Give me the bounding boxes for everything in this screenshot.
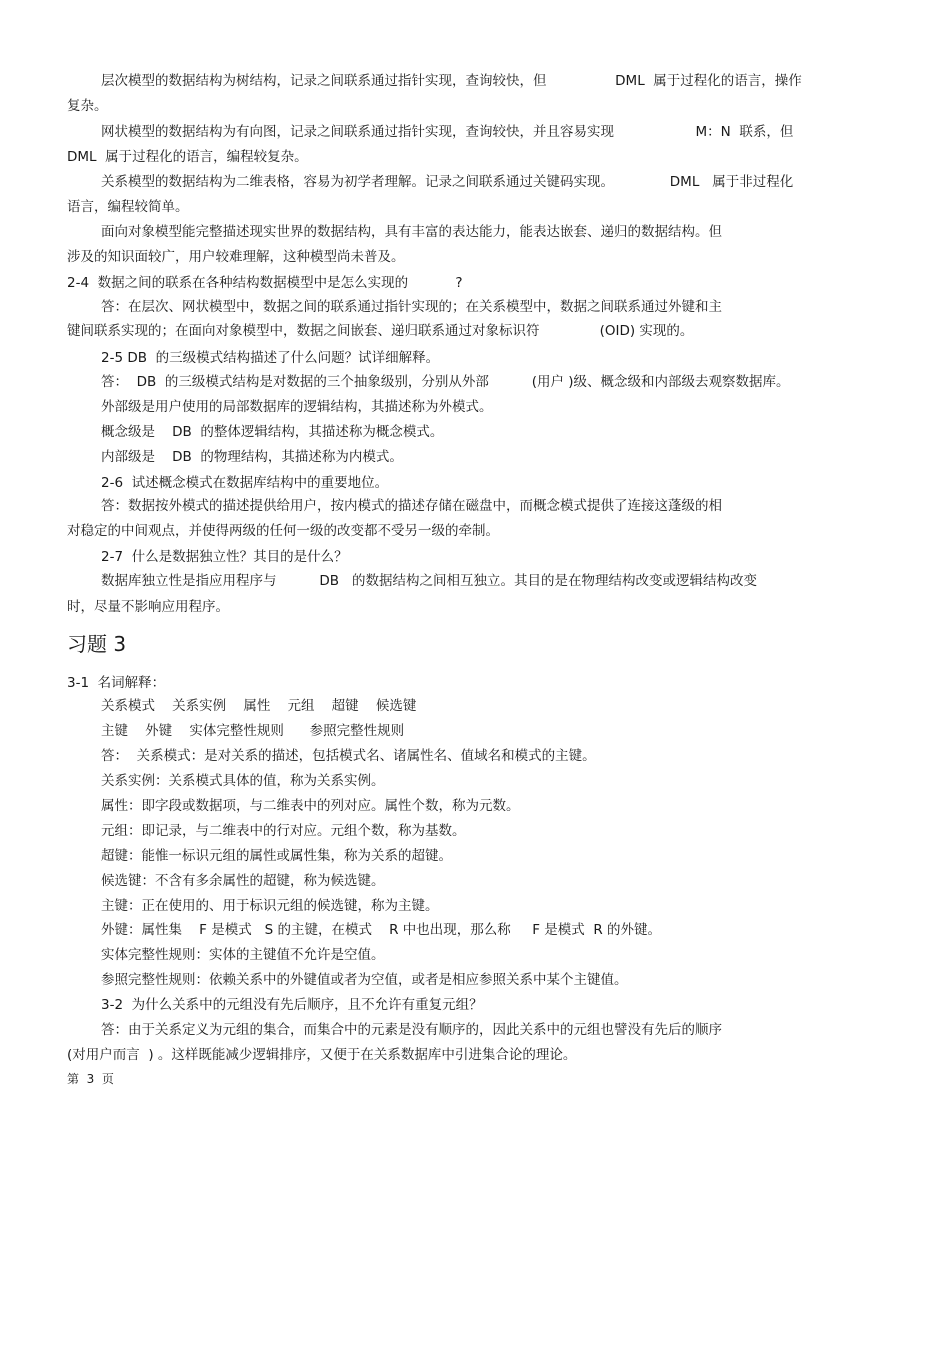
paragraph-line: 语言，编程较简单。 (67, 199, 189, 215)
question-3-2: 3-2 为什么关系中的元组没有先后顺序，且不允许有重复元组？ (101, 997, 483, 1013)
question-2-7: 2-7 什么是数据独立性？其目的是什么？ (101, 549, 348, 565)
paragraph-line: 属性：即字段或数据项，与二维表中的列对应。属性个数，称为元数。 (101, 798, 520, 814)
paragraph-line: 涉及的知识面较广，用户较难理解，这种模型尚未普及。 (67, 249, 405, 265)
paragraph-line: 对稳定的中间观点，并使得两级的任何一级的改变都不受另一级的牵制。 (67, 523, 499, 539)
question-2-5: 2-5 DB 的三级模式结构描述了什么问题？试详细解释。 (101, 350, 440, 366)
paragraph-line: 主键 外键 实体完整性规则 参照完整性规则 (101, 723, 405, 739)
question-2-4: 2-4 数据之间的联系在各种结构数据模型中是怎么实现的 ? (67, 275, 463, 291)
paragraph-line: 元组：即记录，与二维表中的行对应。元组个数，称为基数。 (101, 823, 466, 839)
paragraph-line: 主键：正在使用的、用于标识元组的候选键，称为主键。 (101, 898, 439, 914)
paragraph-line: 概念级是 DB 的整体逻辑结构，其描述称为概念模式。 (101, 424, 444, 440)
paragraph-line: 外键：属性集 F 是模式 S 的主键，在模式 R 中也出现，那么称 F 是模式 R 的外键。 (101, 922, 662, 938)
paragraph-line: 复杂。 (67, 98, 108, 114)
paragraph-line: 参照完整性规则：依赖关系中的外键值或者为空值，或者是相应参照关系中某个主键值。 (101, 972, 628, 988)
page-number: 第 3 页 (67, 1072, 114, 1086)
paragraph-line: 答： 关系模式：是对关系的描述，包括模式名、诸属性名、值域名和模式的主键。 (101, 748, 596, 764)
paragraph-line: 面向对象模型能完整描述现实世界的数据结构，具有丰富的表达能力，能表达嵌套、递归的数据结构。但 (101, 224, 722, 240)
paragraph-line: 网状模型的数据结构为有向图，记录之间联系通过指针实现，查询较快，并且容易实现 M：N 联系，但 (101, 124, 794, 140)
paragraph-line: 实体完整性规则：实体的主键值不允许是空值。 (101, 947, 385, 963)
paragraph-line: 答：在层次、网状模型中，数据之间的联系通过指针实现的；在关系模型中，数据之间联系通过外键和主 (101, 299, 722, 315)
paragraph-line: 时，尽量不影响应用程序。 (67, 599, 229, 615)
paragraph-line: 答： DB 的三级模式结构是对数据的三个抽象级别，分别从外部 (用户 )级、概念级和内部级去观察数据库。 (101, 374, 790, 390)
paragraph-line: 关系实例：关系模式具体的值，称为关系实例。 (101, 773, 385, 789)
paragraph-line: 外部级是用户使用的局部数据库的逻辑结构，其描述称为外模式。 (101, 399, 493, 415)
section-heading: 习题 3 (67, 632, 127, 656)
paragraph-line: 键间联系实现的；在面向对象模型中，数据之间嵌套、递归联系通过对象标识符 (OID) 实现的。 (67, 323, 694, 339)
paragraph-line: 内部级是 DB 的物理结构，其描述称为内模式。 (101, 449, 403, 465)
paragraph-line: 层次模型的数据结构为树结构，记录之间联系通过指针实现，查询较快，但 DML 属于过程化的语言，操作 (101, 73, 802, 89)
paragraph-line: 数据库独立性是指应用程序与 DB 的数据结构之间相互独立。其目的是在物理结构改变或逻辑结构改变 (101, 573, 757, 589)
paragraph-line: 答：由于关系定义为元组的集合，而集合中的元素是没有顺序的，因此关系中的元组也譬没有先后的顺序 (101, 1022, 722, 1038)
question-2-6: 2-6 试述概念模式在数据库结构中的重要地位。 (101, 475, 389, 491)
paragraph-line: 候选键：不含有多余属性的超键，称为候选键。 (101, 873, 385, 889)
paragraph-line: 关系模型的数据结构为二维表格，容易为初学者理解。记录之间联系通过关键码实现。 DML 属于非过程化 (101, 174, 794, 190)
paragraph-line: 关系模式 关系实例 属性 元组 超键 候选键 (101, 698, 417, 714)
paragraph-line: 答：数据按外模式的描述提供给用户，按内模式的描述存储在磁盘中，而概念模式提供了连接这蓬级的相 (101, 498, 722, 514)
paragraph-line: DML 属于过程化的语言，编程较复杂。 (67, 149, 308, 165)
paragraph-line: 超键：能惟一标识元组的属性或属性集，称为关系的超键。 (101, 848, 452, 864)
question-3-1: 3-1 名词解释： (67, 675, 166, 691)
paragraph-line: (对用户而言 ) 。这样既能减少逻辑排序，又便于在关系数据库中引进集合论的理论。 (67, 1047, 577, 1063)
